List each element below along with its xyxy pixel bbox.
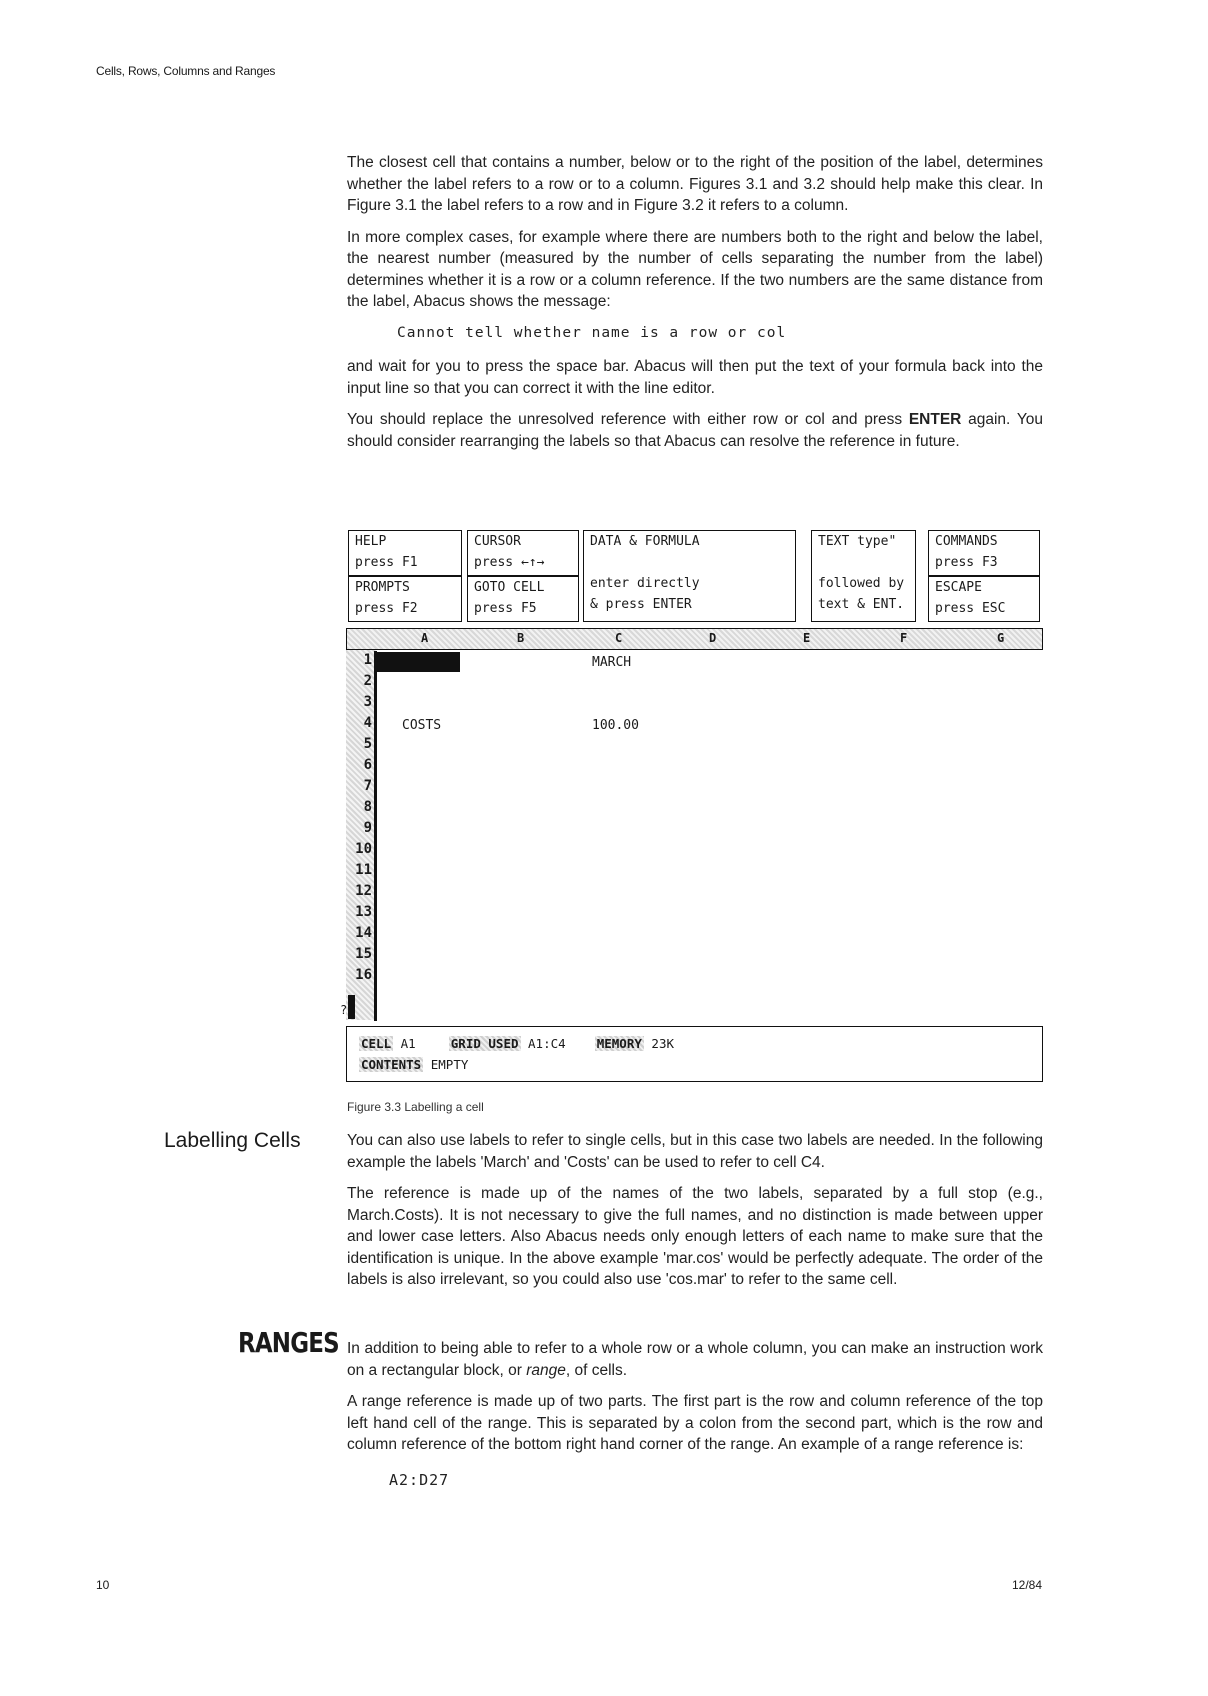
menu-escape: ESCAPE press ESC: [928, 576, 1040, 622]
menu-cursor: CURSOR press ←↑→: [467, 530, 579, 576]
heading-labelling-cells: Labelling Cells: [164, 1129, 301, 1152]
error-message: Cannot tell whether name is a row or col: [397, 324, 787, 341]
ranges-paragraph-1: In addition to being able to refer to a whole row or a whole column, you can make an instruction work on a rectangular block, or range, of cells.: [347, 1340, 1043, 1379]
cell-cursor: [376, 652, 460, 672]
keyword-col: col: [805, 411, 825, 428]
intro-paragraph-3: and wait for you to press the space bar. Abacus will then put the text of your formula back into the input line so that you can correct it with the line editor.: [347, 358, 1043, 397]
input-cursor: [348, 995, 355, 1019]
page-number: 10: [96, 1578, 110, 1592]
row-header: 15: [355, 946, 372, 962]
intro-section: [347, 152, 1043, 462]
input-prompt: ?: [340, 1003, 348, 1017]
column-header: E: [803, 631, 811, 645]
status-contents-label: CONTENTS: [361, 1057, 422, 1072]
status-panel: [346, 1026, 1043, 1082]
emphasis-range: range: [526, 1361, 566, 1379]
status-memory-value: 23K: [651, 1036, 674, 1051]
menu-goto: GOTO CELL press F5: [467, 576, 579, 622]
row-header: 6: [363, 757, 372, 773]
status-memory-label: MEMORY: [596, 1036, 642, 1051]
status-cell-label: CELL: [361, 1036, 392, 1051]
menu-help: HELP press F1: [348, 530, 462, 576]
figure-screen: [340, 527, 1043, 1087]
row-header: 7: [363, 778, 372, 794]
ranges-paragraph-2: A range reference is made up of two parts. The first part is the row and column reference of the top left hand cell of the range. This is separated by a colon from the second part, which is the row and column reference of the bottom right hand corner of the range. An example of a range reference is:: [347, 1393, 1043, 1453]
running-header: Cells, Rows, Columns and Ranges: [96, 64, 276, 78]
intro-paragraph-2: In more complex cases, for example where there are numbers both to the right and below the label, the nearest number (measured by the number of cells separating the number from the label) determines whether it is a row or a column reference. If the two numbers are the same distance from the label, Abacus shows the message:: [347, 228, 1043, 310]
column-header: B: [517, 631, 525, 645]
status-grid-value: A1:C4: [528, 1036, 566, 1051]
cell-c1: MARCH: [592, 655, 632, 670]
cell-c4: 100.00: [592, 718, 639, 733]
column-header: C: [615, 631, 623, 645]
intro-paragraph-4: You should replace the unresolved reference with either row or col and press ENTER again. You should consider rearranging the labels so that Abacus can resolve the reference in future.: [347, 411, 1043, 450]
footer-date: 12/84: [1012, 1578, 1043, 1592]
row-header-column: [346, 650, 376, 1020]
row-header: 4: [363, 715, 372, 731]
column-header-bar: [346, 628, 1043, 650]
column-header: G: [997, 631, 1005, 645]
labelling-section: [347, 1130, 1043, 1301]
column-header: A: [421, 631, 429, 645]
menu-commands: COMMANDS press F3: [928, 530, 1040, 576]
row-header: 9: [363, 820, 372, 836]
keyword-enter: ENTER: [908, 411, 962, 428]
row-header: 10: [355, 841, 372, 857]
cell-a4: COSTS: [402, 718, 442, 733]
status-cell-value: A1: [400, 1036, 416, 1051]
status-contents-value: EMPTY: [430, 1057, 469, 1072]
row-header: 8: [363, 799, 372, 815]
row-header: 16: [355, 967, 372, 983]
row-header: 3: [363, 694, 372, 710]
row-header: 1: [363, 652, 372, 668]
labelling-paragraph-2: The reference is made up of the names of the two labels, separated by a full stop (e.g., March.Costs). It is not necessary to give the full names, and no distinction is made between upper and lower case letters. Also Abacus needs only enough letters of each name to make sure that the identification is unique. In the above example 'mar.cos' would be perfectly adequate. The order of the labels is also irrelevant, so you could also use 'cos.mar' to refer to the same cell.: [347, 1185, 1043, 1288]
row-header-divider: [374, 651, 377, 1021]
ranges-section: [347, 1338, 1043, 1503]
row-header: 2: [363, 673, 372, 689]
keyword-row: row: [752, 411, 778, 428]
row-header: 13: [355, 904, 372, 920]
menu-data-formula: DATA & FORMULA enter directly & press ENTER: [583, 530, 796, 622]
figure-caption: Figure 3.3 Labelling a cell: [347, 1100, 484, 1114]
menu-text: TEXT type" followed by text & ENT.: [811, 530, 916, 622]
heading-ranges: RANGES: [238, 1326, 339, 1359]
row-header: 11: [355, 862, 372, 878]
status-grid-label: GRID USED: [450, 1036, 519, 1051]
row-header: 12: [355, 883, 372, 899]
range-example: A2:D27: [389, 1470, 450, 1489]
row-header: 14: [355, 925, 372, 941]
column-header: D: [709, 631, 717, 645]
row-header: 5: [363, 736, 372, 752]
labelling-paragraph-1: You can also use labels to refer to single cells, but in this case two labels are needed. In the following example the labels 'March' and 'Costs' can be used to refer to cell C4.: [347, 1132, 1043, 1171]
menu-prompts: PROMPTS press F2: [348, 576, 462, 622]
intro-paragraph-1: The closest cell that contains a number, below or to the right of the position of the label, determines whether the label refers to a row or to a column. Figures 3.1 and 3.2 should help make this clear. In Figure 3.1 the label refers to a row and in Figure 3.2 it refers to a column.: [347, 154, 1043, 214]
column-header: F: [900, 631, 908, 645]
